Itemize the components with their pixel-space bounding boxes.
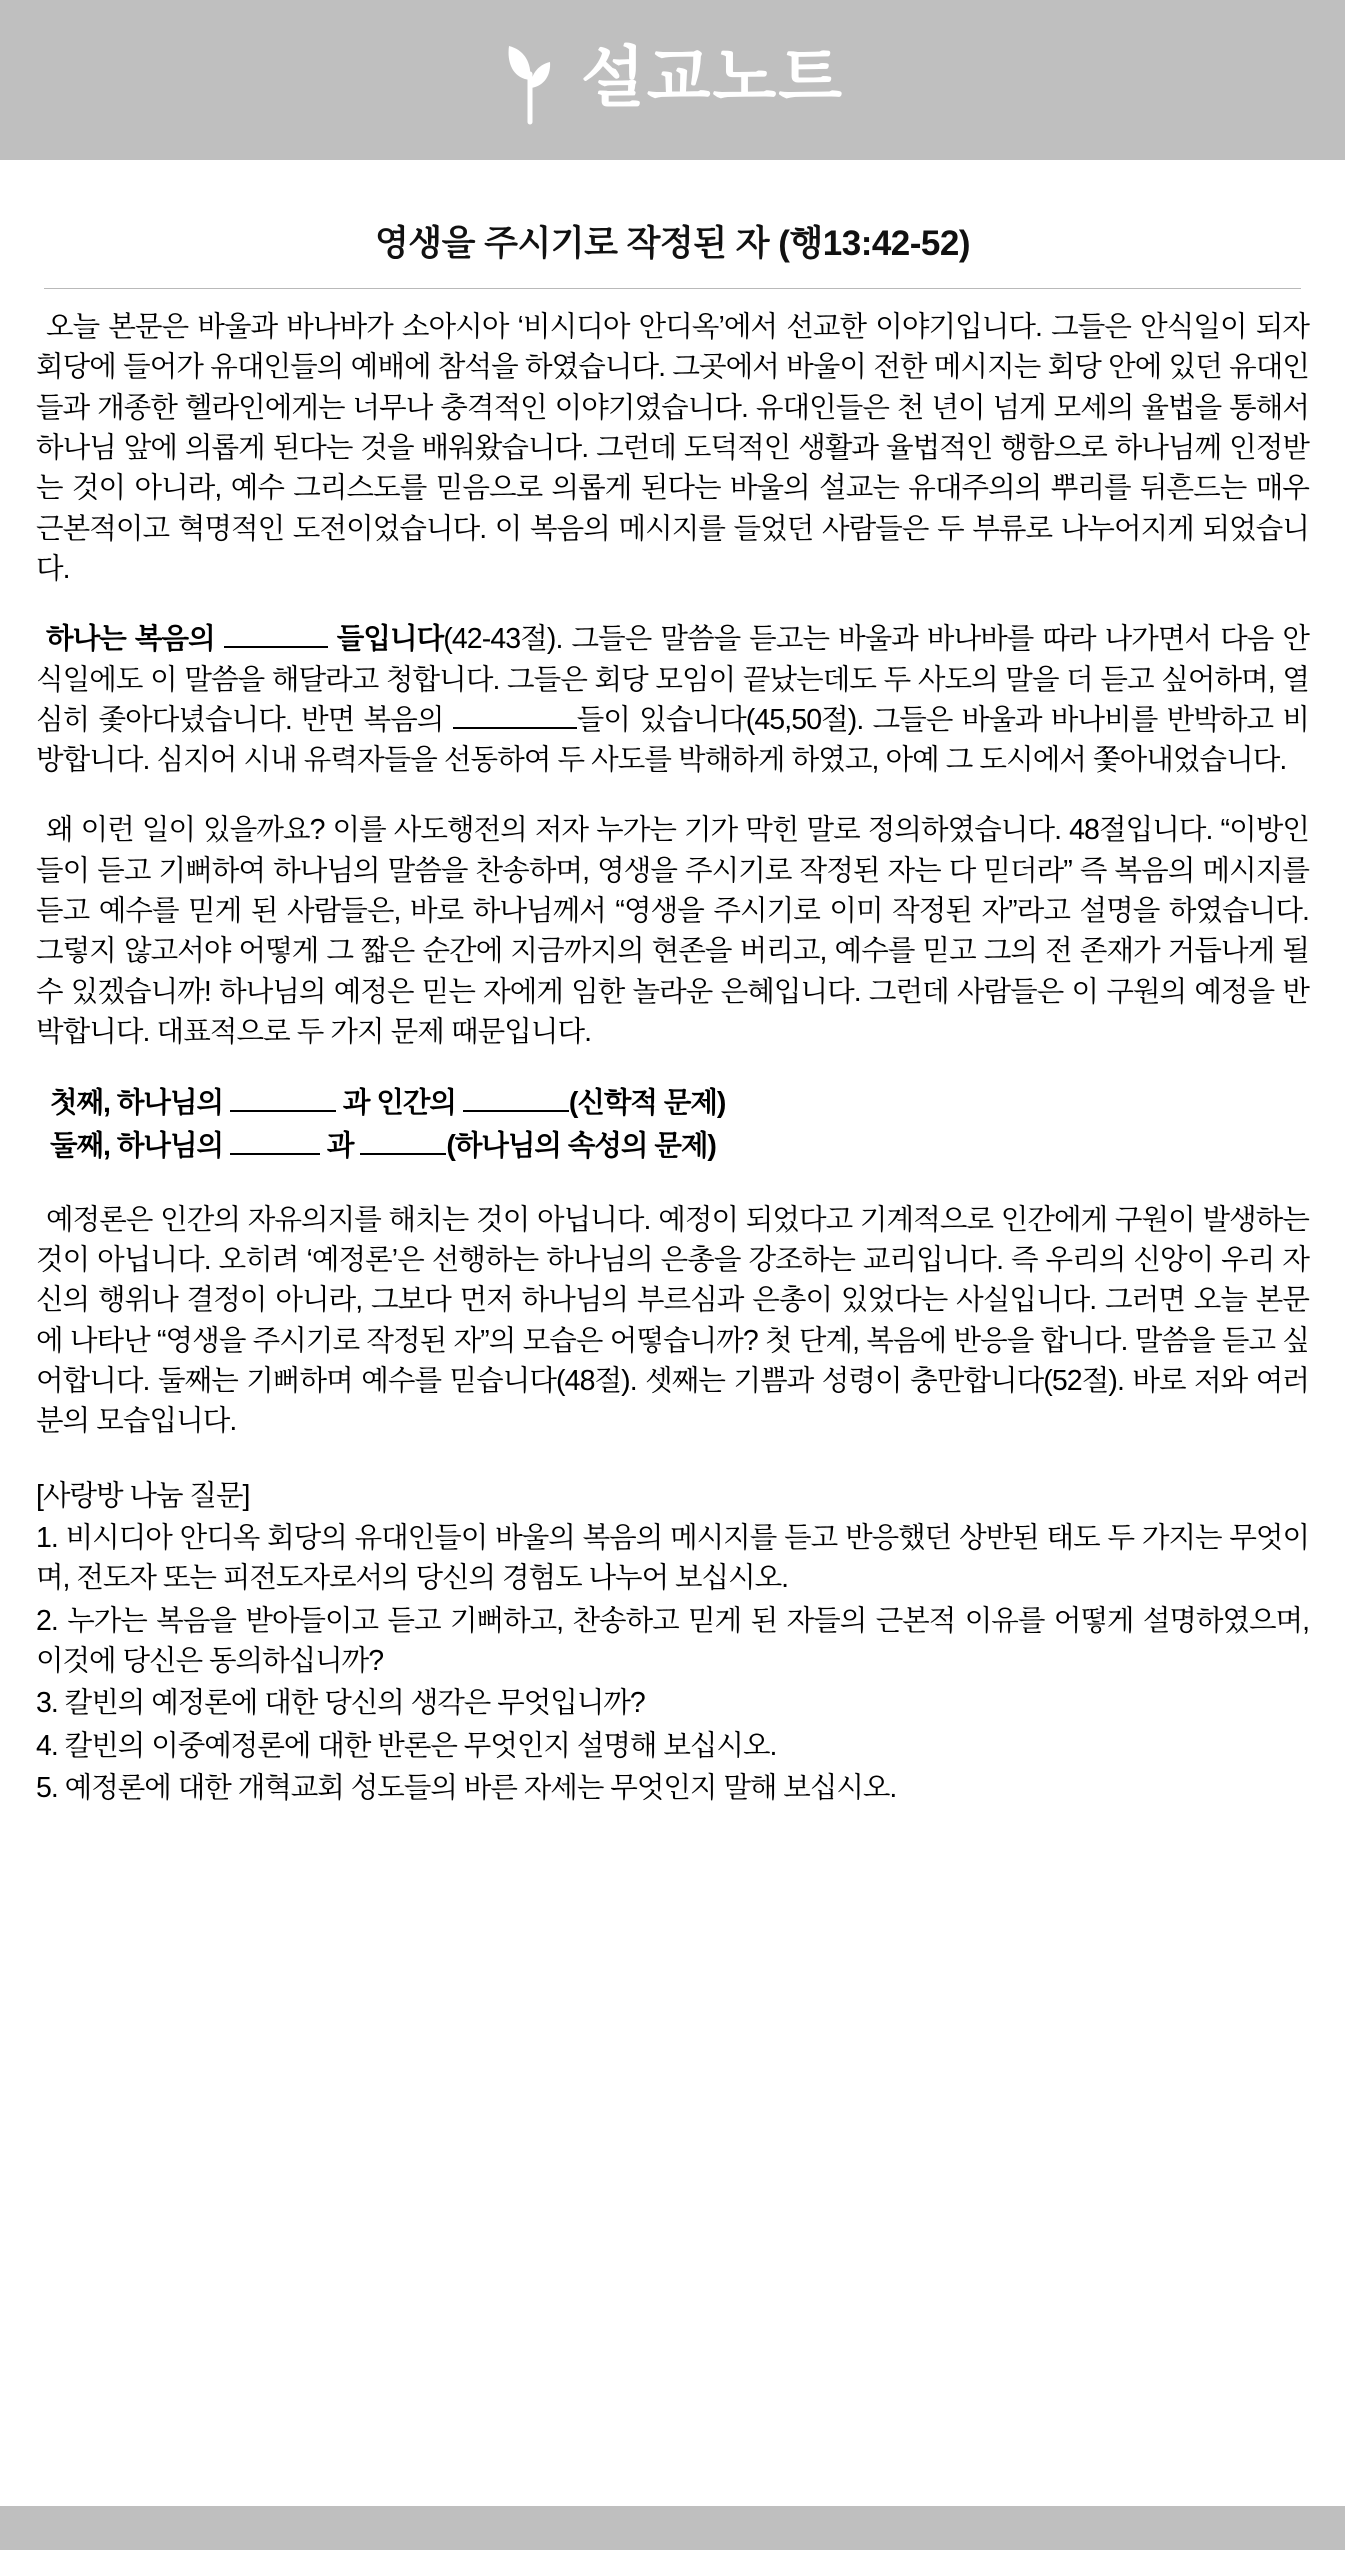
paragraph-conclusion: 예정론은 인간의 자유의지를 해치는 것이 아닙니다. 예정이 되었다고 기계적으로 인간에게 구원이 발생하는 것이 아닙니다. 오히려 ‘예정론’은 선행하는 하나님의 은총을 강조하는 교리입니다. 즉 우리의 신앙이 우리 자신의 행위나 결정이 아니라, 그보다 먼저 하나님의 부르심과 은총이 있었다는 사실입니다. 그러면 오늘 본문에 나타난 “영생을 주시기로 작정된 자”의 모습은 어떻습니까? 첫 단계, 복음에 반응을 합니다. 말씀을 듣고 싶어합니다. 둘째는 기뻐하며 예수를 믿습니다(48절). 셋째는 기쁨과 성령이 충만합니다(52절). 바로 저와 여러분의 모습입니다. — [36, 1203, 1309, 1438]
lead-text-after-blank: 들입니다 — [336, 623, 444, 656]
discussion-questions-title: [사랑방 나눔 질문] — [36, 1479, 250, 1512]
paragraph-two-groups-rest-1: (42-43절). 그들은 말씀을 듣고는 바울과 바나바를 따라 나가면서 다음 안식일에도 이 말씀을 해달라고 청합니다. 그들은 회당 모임이 끝났는데도 두 사도의 말을 더 듣고 싶어하며, 열심히 좇아다녔습니다. 반면 복음의 — [36, 623, 1309, 736]
point-2-middle: 과 — [326, 1130, 354, 1163]
point-1-suffix: (신학적 문제) — [568, 1087, 726, 1120]
point-item-2 — [50, 1125, 1309, 1168]
discussion-questions-section — [36, 1476, 1309, 1809]
paragraph-predestination: 왜 이런 일이 있을까요? 이를 사도행전의 저자 누가는 기가 막힌 말로 정의하였습니다. 48절입니다. “이방인들이 듣고 기뻐하여 하나님의 말씀을 찬송하며, 영생을 주시기로 작정된 자는 다 믿더라” 즉 복음의 메시지를 듣고 예수를 믿게 된 사람들은, 바로 하나님께서 “영생을 주시기로 이미 작정된 자”라고 설명을 하였습니다. 그렇지 않고서야 어떻게 그 짧은 순간에 지금까지의 현존을 버리고, 예수를 믿고 그의 전 존재가 거듭나게 될 수 있겠습니까! 하나님의 예정은 믿는 자에게 임한 놀라운 은혜입니다. 그런데 사람들은 이 구원의 예정을 반박합니다. 대표적으로 두 가지 문제 때문입니다. — [36, 814, 1309, 1048]
page-footer — [0, 2506, 1345, 2550]
title-divider — [44, 288, 1301, 289]
point-2-prefix: 둘째, 하나님의 — [50, 1130, 224, 1163]
list-item: 2. 누가는 복음을 받아들이고 듣고 기뻐하고, 찬송하고 믿게 된 자들의 근본적 이유를 어떻게 설명하였으며, 이것에 당신은 동의하십니까? — [36, 1604, 1309, 1678]
fill-in-blank-5[interactable] — [230, 1153, 320, 1155]
lead-text-before-blank: 하나는 복음의 — [46, 623, 215, 656]
list-item: 3. 칼빈의 예정론에 대한 당신의 생각은 무엇입니까? — [36, 1687, 645, 1720]
point-1-prefix: 첫째, 하나님의 — [50, 1087, 224, 1120]
page-title: 영생을 주시기로 작정된 자 (행13:42-52) — [374, 224, 971, 263]
point-2-suffix: (하나님의 속성의 문제) — [446, 1130, 716, 1163]
point-item-1 — [50, 1082, 1309, 1125]
fill-in-blank-2[interactable] — [453, 727, 577, 729]
fill-in-blank-1[interactable] — [224, 646, 328, 648]
header-title: 설교노트 — [580, 40, 845, 114]
list-item: 4. 칼빈의 이중예정론에 대한 반론은 무엇인지 설명해 보십시오. — [36, 1729, 777, 1762]
discussion-questions-list — [36, 1518, 1309, 1808]
list-item: 1. 비시디아 안디옥 회당의 유대인들이 바울의 복음의 메시지를 듣고 반응했던 상반된 태도 두 가지는 무엇이며, 전도자 또는 피전도자로서의 당신의 경험도 나누어 보십시오. — [36, 1522, 1309, 1595]
fill-in-blank-6[interactable] — [360, 1153, 446, 1155]
paragraph-two-groups — [36, 619, 1309, 780]
page-header — [0, 0, 1345, 160]
paragraph-two-groups-rest-2: 들이 있습니다(45,50절). 그들은 바울과 바나비를 반박하고 비방합니다. 심지어 시내 유력자들을 선동하여 두 사도를 박해하게 하였고, 아예 그 도시에서 쫓아내었습니다. — [36, 703, 1309, 777]
point-1-middle: 과 인간의 — [342, 1087, 456, 1120]
sprout-icon — [501, 34, 559, 126]
list-item: 5. 예정론에 대한 개혁교회 성도들의 바른 자세는 무엇인지 말해 보십시오. — [36, 1772, 897, 1805]
document-body — [0, 160, 1345, 2506]
paragraph-intro: 오늘 본문은 바울과 바나바가 소아시아 ‘비시디아 안디옥’에서 선교한 이야기입니다. 그들은 안식일이 되자 회당에 들어가 유대인들의 예배에 참석을 하였습니다. 그곳에서 바울이 전한 메시지는 회당 안에 있던 유대인들과 개종한 헬라인에게는 너무나 충격적인 이야기였습니다. 유대인들은 천 년이 넘게 모세의 율법을 통해서 하나님 앞에 의롭게 된다는 것을 배워왔습니다. 그런데 도덕적인 생활과 율법적인 행함으로 하나님께 인정받는 것이 아니라, 예수 그리스도를 믿음으로 의롭게 된다는 바울의 설교는 유대주의의 뿌리를 뒤흔드는 매우 근본적이고 혁명적인 도전이었습니다. 이 복음의 메시지를 들었던 사람들은 두 부류로 나누어지게 되었습니다. — [36, 311, 1309, 585]
fill-in-blank-3[interactable] — [230, 1110, 336, 1112]
points-list — [36, 1082, 1309, 1168]
fill-in-blank-4[interactable] — [463, 1110, 569, 1112]
